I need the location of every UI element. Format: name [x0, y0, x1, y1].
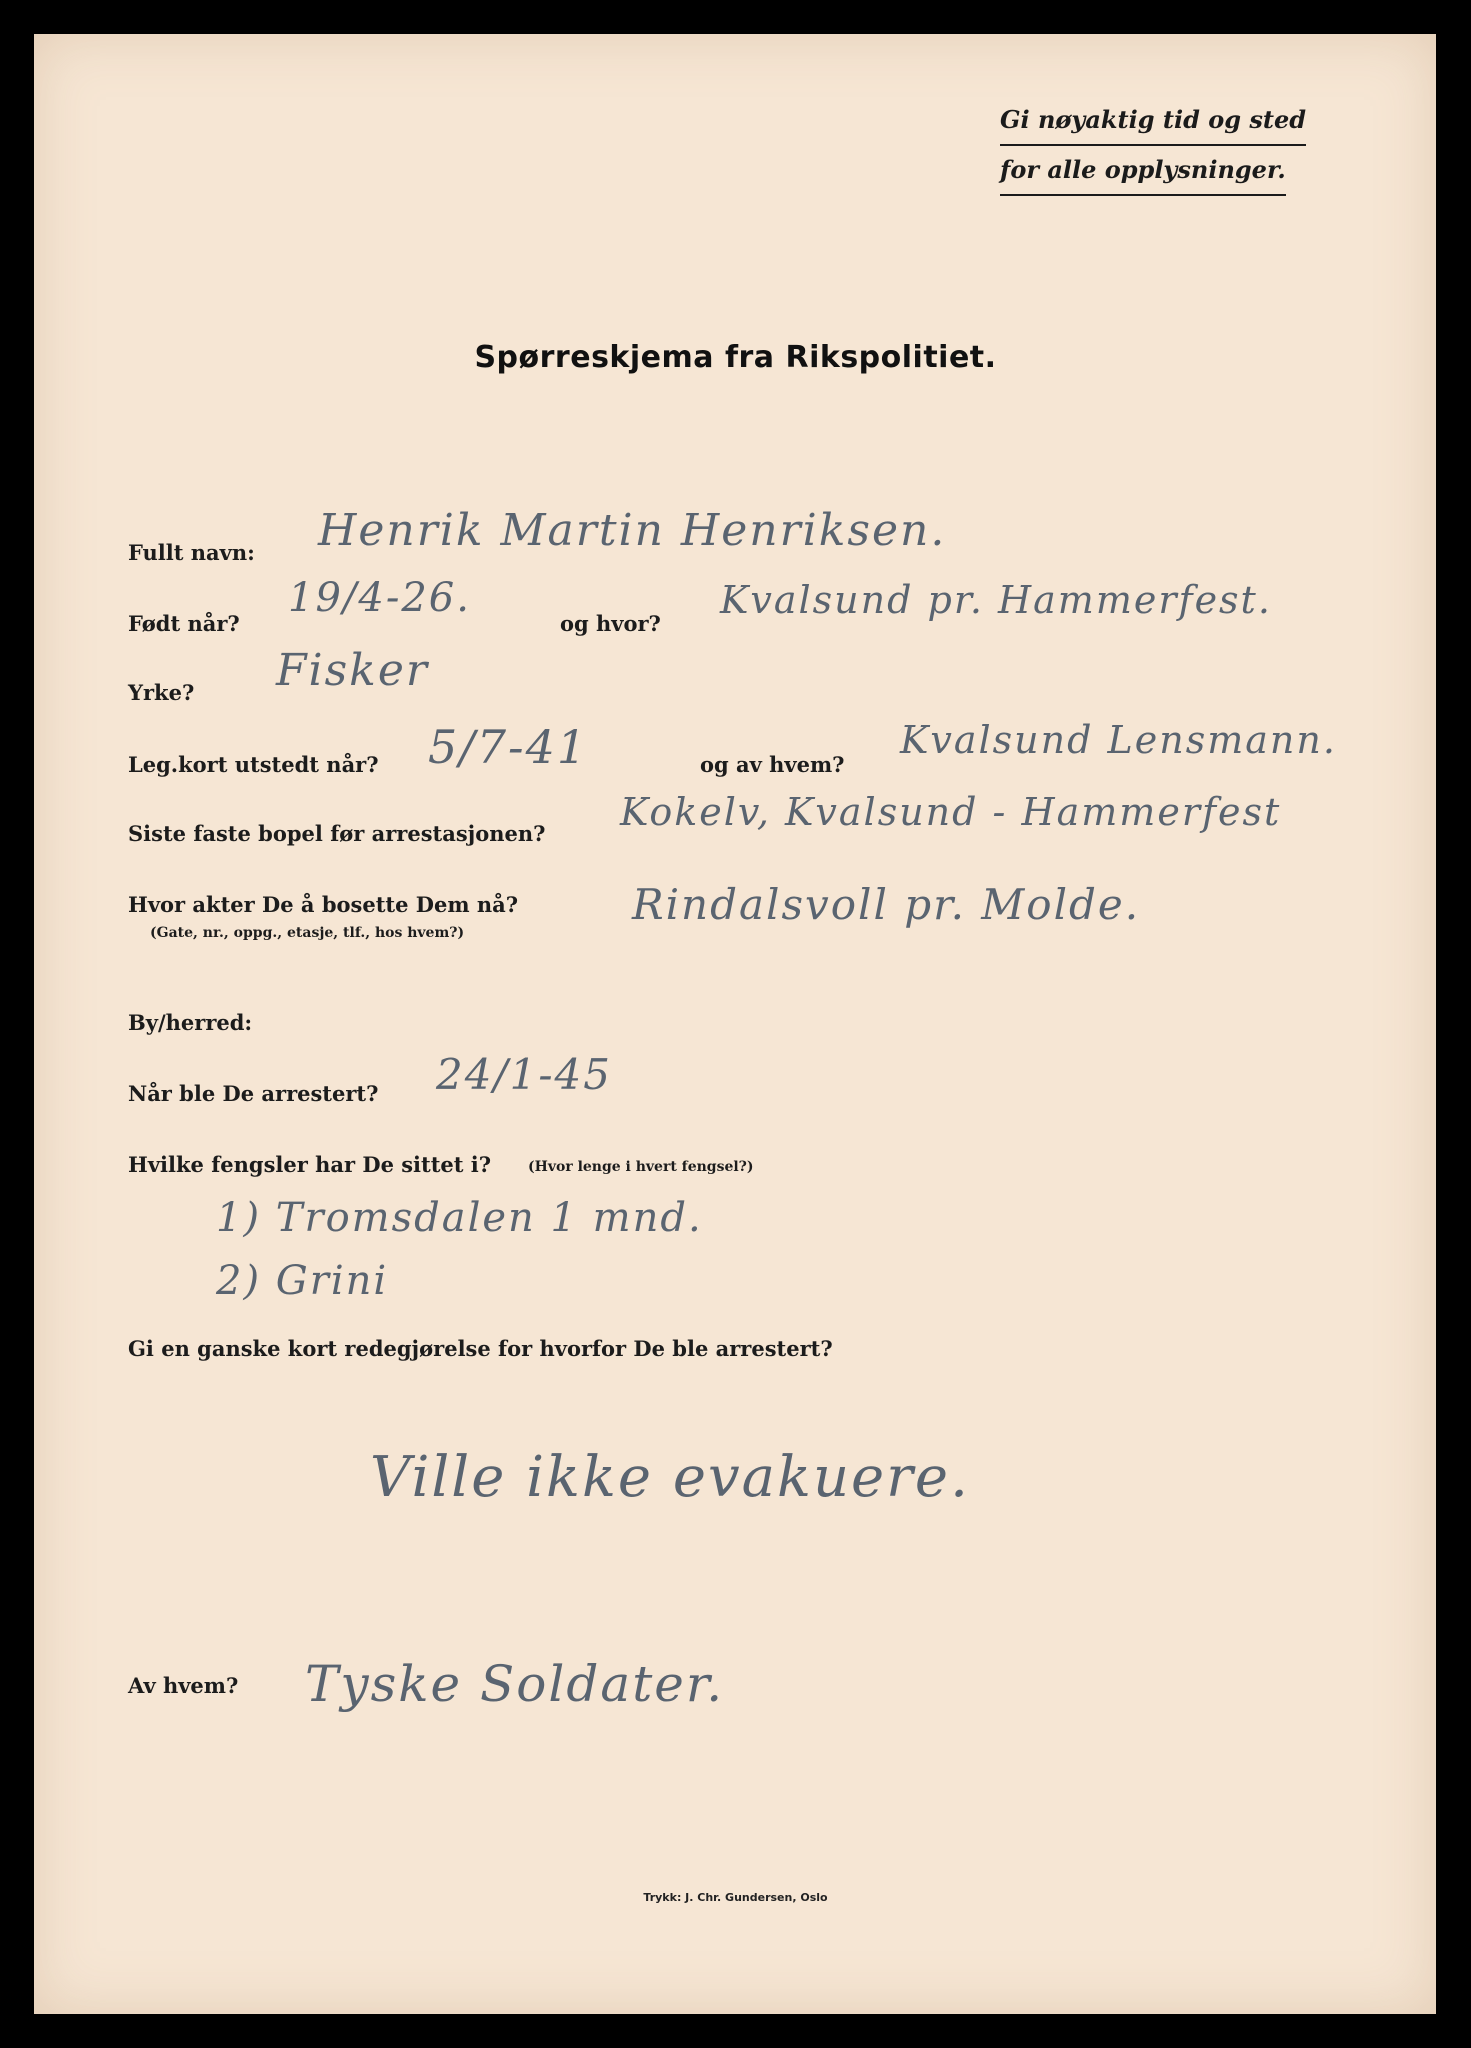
- answer-legcard-by: Kvalsund Lensmann.: [900, 718, 1337, 762]
- label-prisons-hint: (Hvor lenge i hvert fengsel?): [528, 1159, 754, 1175]
- answer-arrested-by: Tyske Soldater.: [305, 1655, 725, 1713]
- answer-born-when: 19/4-26.: [288, 575, 471, 621]
- label-settle-hint: (Gate, nr., oppg., etasje, tlf., hos hvem?): [150, 925, 465, 941]
- answer-born-where: Kvalsund pr. Hammerfest.: [720, 578, 1272, 622]
- answer-prison-1: 1) Tromsdalen 1 mnd.: [216, 1195, 703, 1241]
- answer-last-residence: Kokelv, Kvalsund - Hammerfest: [620, 790, 1282, 834]
- label-legcard-when: Leg.kort utstedt når?: [128, 752, 379, 777]
- label-reason: Gi en ganske kort redegjørelse for hvorfor De ble arrestert?: [128, 1336, 833, 1361]
- label-legcard-by: og av hvem?: [700, 752, 845, 777]
- label-last-residence: Siste faste bopel før arrestasjonen?: [128, 821, 546, 846]
- answer-reason: Ville ikke evakuere.: [370, 1445, 970, 1510]
- instruction-line-1: Gi nøyaktig tid og sted: [1000, 96, 1306, 146]
- label-born-when: Født når?: [128, 611, 240, 636]
- answer-occupation: Fisker: [276, 645, 429, 696]
- label-occupation: Yrke?: [128, 680, 195, 705]
- label-settle-now: Hvor akter De å bosette Dem nå?: [128, 892, 519, 917]
- label-arrested-when: Når ble De arrestert?: [128, 1081, 379, 1106]
- label-full-name: Fullt navn:: [128, 540, 255, 565]
- form-title: Spørreskjema fra Rikspolitiet.: [474, 340, 997, 375]
- label-arrested-by: Av hvem?: [128, 1673, 239, 1698]
- answer-settle-now: Rindalsvoll pr. Molde.: [632, 880, 1141, 929]
- instruction-note: [1000, 96, 1306, 196]
- printer-imprint: Trykk: J. Chr. Gundersen, Oslo: [643, 1891, 828, 1904]
- label-municipality: By/herred:: [128, 1010, 253, 1035]
- answer-prison-2: 2) Grini: [216, 1258, 389, 1304]
- label-born-where: og hvor?: [560, 611, 661, 636]
- instruction-line-2: for alle opplysninger.: [1000, 146, 1286, 196]
- answer-full-name: Henrik Martin Henriksen.: [318, 505, 947, 556]
- answer-legcard-when: 5/7-41: [428, 720, 589, 774]
- answer-arrested-when: 24/1-45: [436, 1050, 612, 1099]
- label-prisons: Hvilke fengsler har De sittet i?: [128, 1152, 492, 1177]
